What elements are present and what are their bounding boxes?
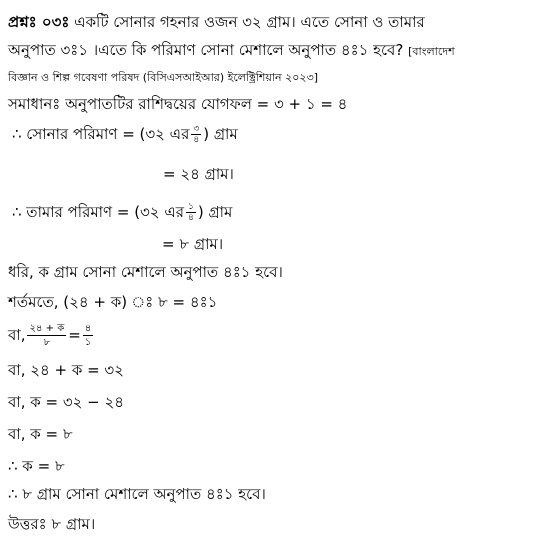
copper-amount-label: ∴ তামার পরিমাণ = (৩২ এর — [12, 203, 184, 221]
gold-amount-tail: ) গ্রাম — [203, 125, 238, 143]
assumption-line: ধরি, ক গ্রাম সোনা মেশালে অনুপাত ৪ঃ১ হবে। — [8, 263, 283, 281]
question-text-2: অনুপাত ৩ঃ১ ।এতে কি পরিমাণ সোনা মেশালে অনুপাত ৪ঃ১ হবে? — [8, 41, 404, 59]
step-4-line: বা, ক = ৮ — [8, 425, 73, 443]
copper-result: = ৮ গ্রাম। — [162, 235, 224, 253]
question-line-1 — [8, 12, 425, 32]
step-1-right-numerator: ৪ — [84, 323, 92, 334]
gold-amount-line — [12, 124, 238, 145]
step-1-line — [8, 322, 95, 349]
copper-amount-tail: ) গ্রাম — [197, 203, 233, 221]
conclusion-line: ∴ ৮ গ্রাম সোনা মেশালে অনুপাত ৪ঃ১ হবে। — [8, 485, 266, 503]
gold-fraction-numerator: ৩ — [193, 124, 200, 134]
gold-fraction-denominator: ৪ — [193, 135, 200, 145]
step-1-left-denominator: ৮ — [43, 337, 51, 348]
step-1-left-fraction — [27, 322, 66, 349]
question-text-1: একটি সোনার গহনার ওজন ৩২ গ্রাম। এতে সোনা ও তামার — [74, 13, 425, 31]
step-1-right-denominator: ১ — [84, 337, 92, 348]
step-5-line: ∴ ক = ৮ — [8, 457, 65, 475]
gold-result: = ২৪ গ্রাম। — [163, 165, 234, 183]
step-1-right-fraction — [83, 322, 94, 349]
gold-amount-label: ∴ সোনার পরিমাণ = (৩২ এর — [12, 125, 190, 143]
copper-amount-line — [12, 202, 232, 223]
question-source-2: বিজ্ঞান ও শিল্প গবেষণা পরিষদ (বিসিএসআইআর) ইলেক্ট্রিশিয়ান ২০২৩] — [8, 71, 319, 84]
step-1-equals: = — [68, 326, 81, 344]
condition-line: শর্তমতে, (২৪ + ক) ঃ ৮ = ৪ঃ১ — [8, 293, 218, 311]
step-3-line: বা, ক = ৩২ − ২৪ — [8, 393, 124, 411]
step-2-line: বা, ২৪ + ক = ৩২ — [8, 361, 124, 379]
answer-line: উত্তরঃ ৮ গ্রাম। — [8, 515, 96, 533]
question-line-2 — [8, 40, 455, 62]
question-source-1: [বাংলাদেশ — [408, 45, 455, 58]
question-label: প্রশ্নঃ ০৩ঃ — [8, 13, 70, 31]
copper-fraction — [186, 202, 196, 223]
step-1-left-numerator: ২৪ + ক — [29, 323, 65, 334]
copper-fraction-numerator: ১ — [187, 202, 194, 212]
solution-sum-line: সমাধানঃ অনুপাতটির রাশিদ্বয়ের যোগফল = ৩ + ১ = ৪ — [8, 95, 348, 113]
step-1-prefix: বা, — [8, 326, 26, 344]
gold-fraction — [191, 124, 201, 145]
copper-fraction-denominator: ৪ — [187, 213, 194, 223]
